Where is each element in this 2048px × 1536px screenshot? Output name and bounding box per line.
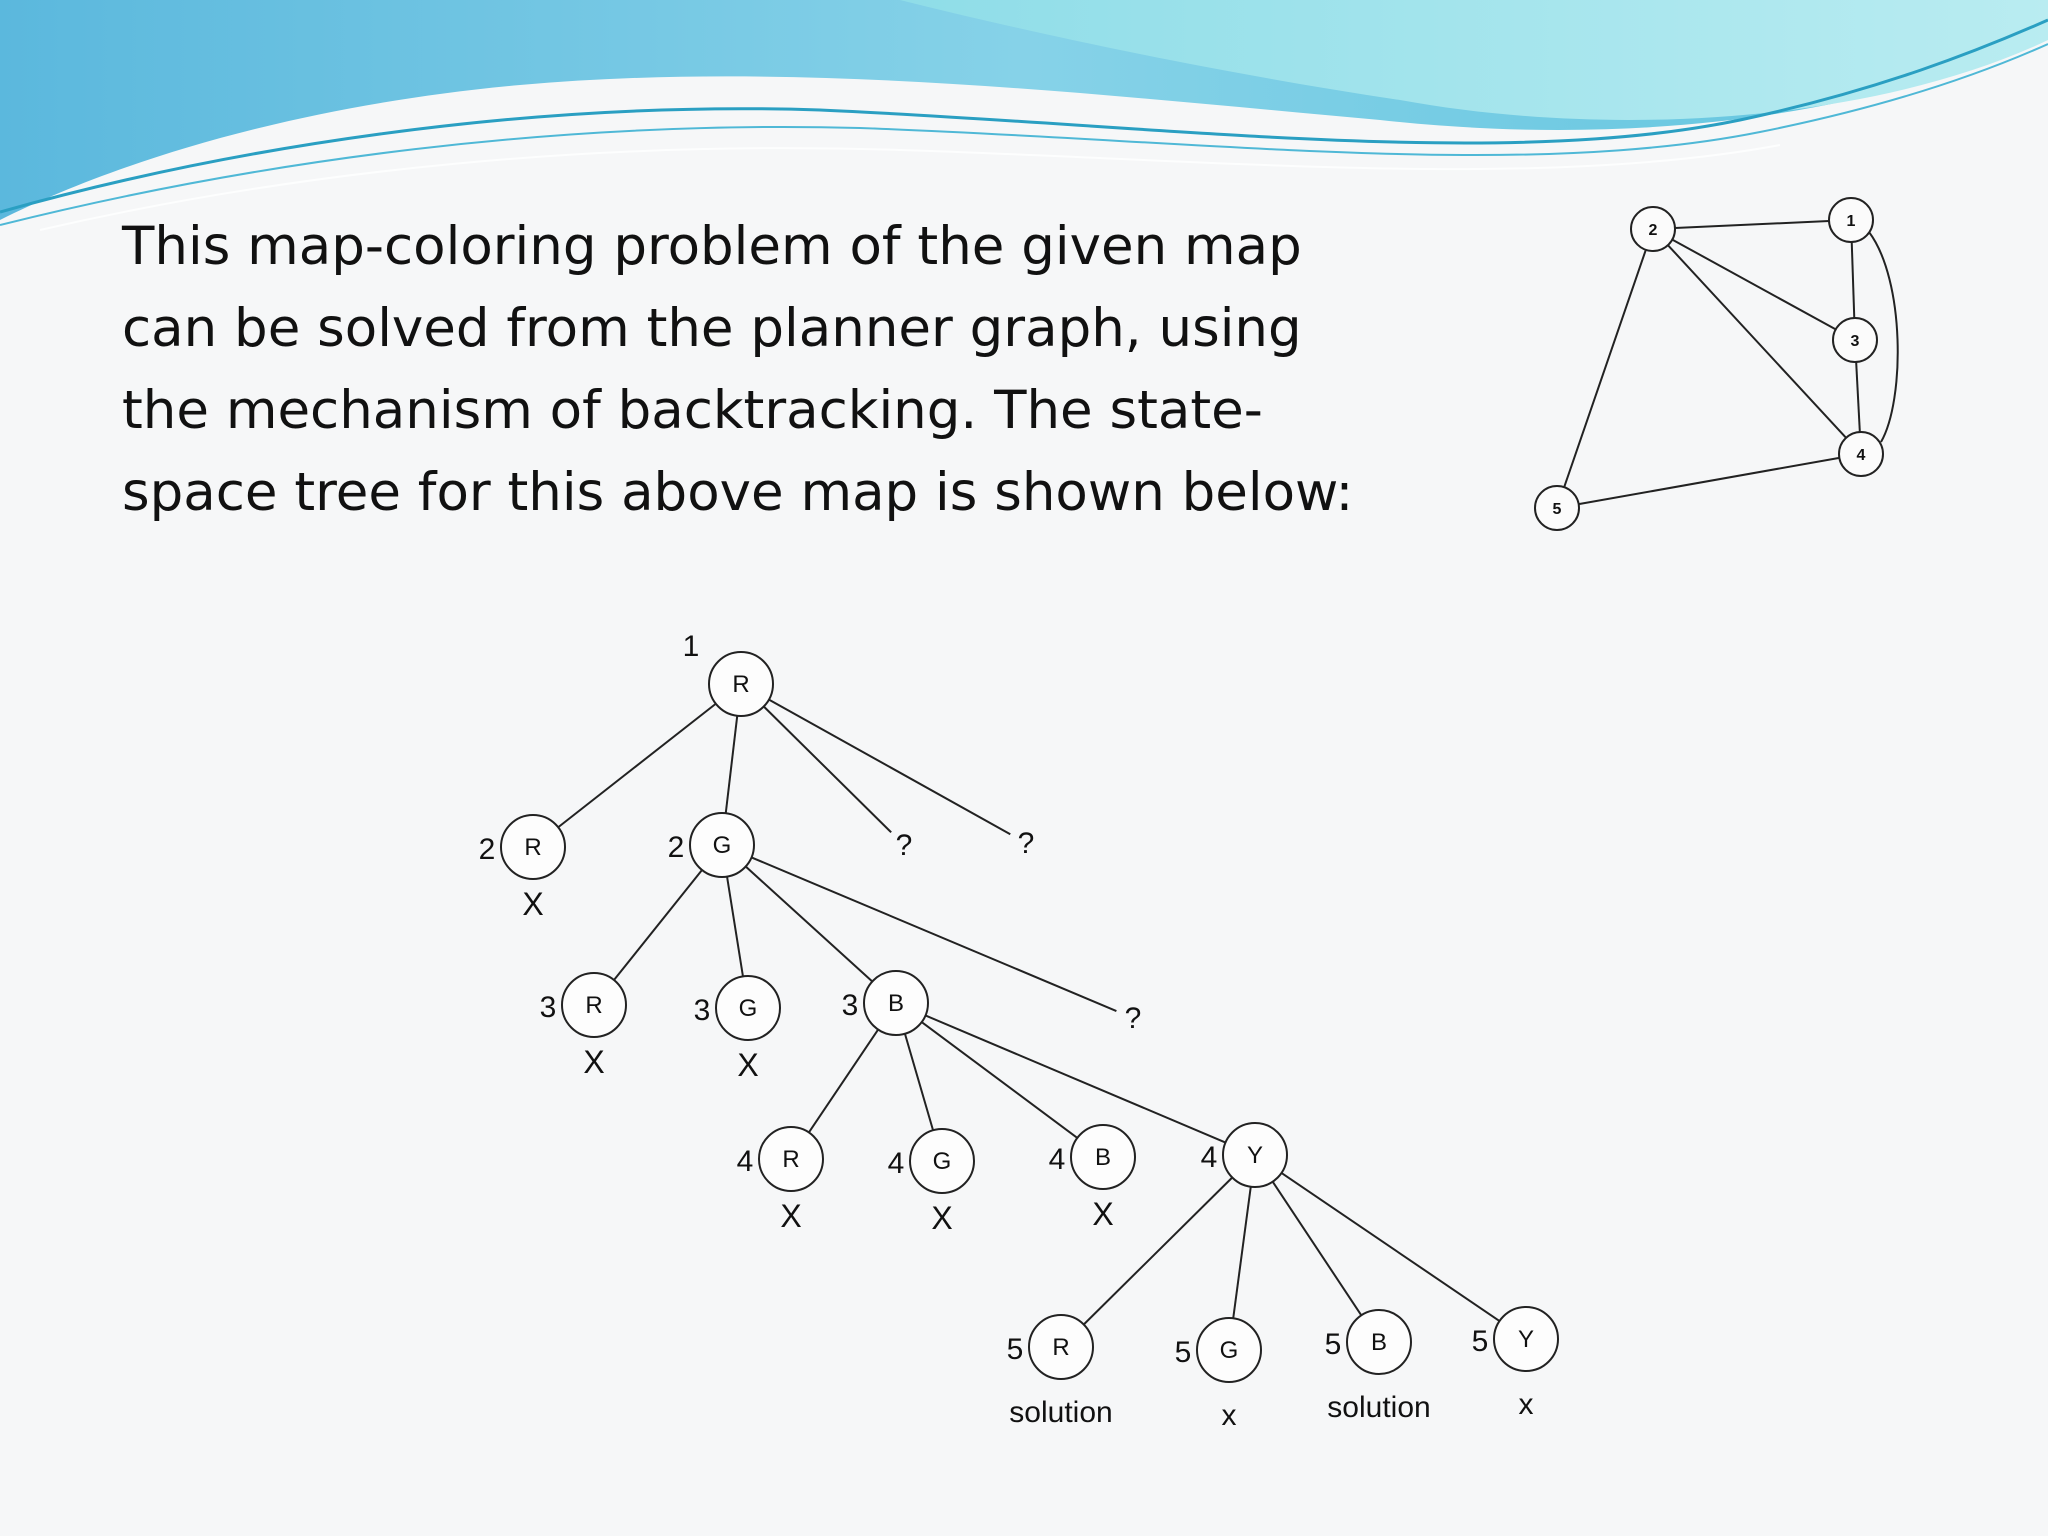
tree-edge-l2g-l3r [614,870,702,980]
tree-node-color-l4b: B [1094,1144,1112,1171]
tree-edge-l3b-l4r [809,1030,878,1133]
tree-node-level-l4y: 4 [1200,1141,1218,1174]
tree-node-level-l5g: 5 [1174,1336,1192,1369]
graph-node-label-5: 5 [1552,501,1562,518]
tree-node-color-l2r: R [524,834,542,861]
tree-node-level-l5b: 5 [1324,1328,1342,1361]
tree-edge-root-q1 [764,706,891,832]
tree-node-mark-l5r: solution [1009,1396,1113,1429]
tree-edge-l3b-l4b [922,1022,1078,1138]
tree-edge-l2g-l3b [746,867,873,982]
tree-node-color-l5r: R [1052,1334,1070,1361]
tree-unexplored-q1: ? [895,829,913,862]
tree-node-color-l5b: B [1370,1329,1388,1356]
tree-node-level-root: 1 [682,630,700,663]
tree-node-level-l2r: 2 [478,833,496,866]
tree-edge-l2g-l3g [727,877,743,977]
graph-node-label-4: 4 [1856,447,1866,464]
tree-edge-root-q2 [769,700,1010,835]
tree-edge-l4y-l5g [1233,1187,1251,1319]
tree-node-color-l3b: B [887,990,905,1017]
tree-edge-l4y-l5b [1273,1182,1362,1316]
text-line-3: the mechanism of backtracking. The state- [122,380,1263,441]
text-line-2: can be solved from the planner graph, using [122,298,1302,359]
tree-node-level-l4g: 4 [887,1147,905,1180]
tree-node-level-l5r: 5 [1006,1333,1024,1366]
tree-node-color-l5g: G [1219,1337,1239,1364]
tree-node-color-l3r: R [585,992,603,1019]
tree-node-mark-l5g: x [1221,1399,1237,1432]
tree-node-mark-l3r: X [583,1044,605,1080]
tree-edge-l3b-l4y [925,1015,1225,1142]
tree-node-level-l2g: 2 [667,831,685,864]
tree-node-color-l2g: G [712,832,732,859]
tree-node-level-l4b: 4 [1048,1143,1066,1176]
tree-edge-l4y-l5y [1281,1173,1499,1321]
tree-node-level-l5y: 5 [1471,1325,1489,1358]
tree-unexplored-q3: ? [1124,1002,1142,1035]
tree-node-level-l3g: 3 [693,994,711,1027]
text-line-4: space tree for this above map is shown below: [122,462,1354,523]
tree-node-mark-l5b: solution [1327,1391,1431,1424]
tree-node-mark-l4r: X [780,1198,802,1234]
tree-unexplored-q2: ? [1017,827,1035,860]
tree-node-level-l3r: 3 [539,991,557,1024]
tree-node-color-l4g: G [932,1148,952,1175]
tree-node-mark-l4g: X [931,1200,953,1236]
tree-node-mark-l3g: X [737,1047,759,1083]
tree-node-color-l4r: R [782,1146,800,1173]
tree-node-level-l3b: 3 [841,989,859,1022]
tree-node-color-l3g: G [738,995,758,1022]
tree-edge-l3b-l4g [905,1034,933,1131]
tree-edge-root-l2r [558,704,716,828]
tree-node-level-l4r: 4 [736,1145,754,1178]
graph-node-label-2: 2 [1648,222,1658,239]
graph-node-label-1: 1 [1846,213,1856,230]
tree-node-color-l5y: Y [1517,1326,1535,1353]
text-line-1: This map-coloring problem of the given map [122,216,1302,277]
tree-edge-root-l2g [726,716,737,813]
tree-node-color-root: R [732,671,750,698]
tree-edge-l2g-q3 [751,857,1116,1011]
tree-node-mark-l5y: x [1518,1388,1534,1421]
tree-node-mark-l2r: X [522,886,544,922]
graph-node-label-3: 3 [1850,333,1860,350]
tree-node-color-l4y: Y [1246,1142,1264,1169]
tree-node-mark-l4b: X [1092,1196,1114,1232]
